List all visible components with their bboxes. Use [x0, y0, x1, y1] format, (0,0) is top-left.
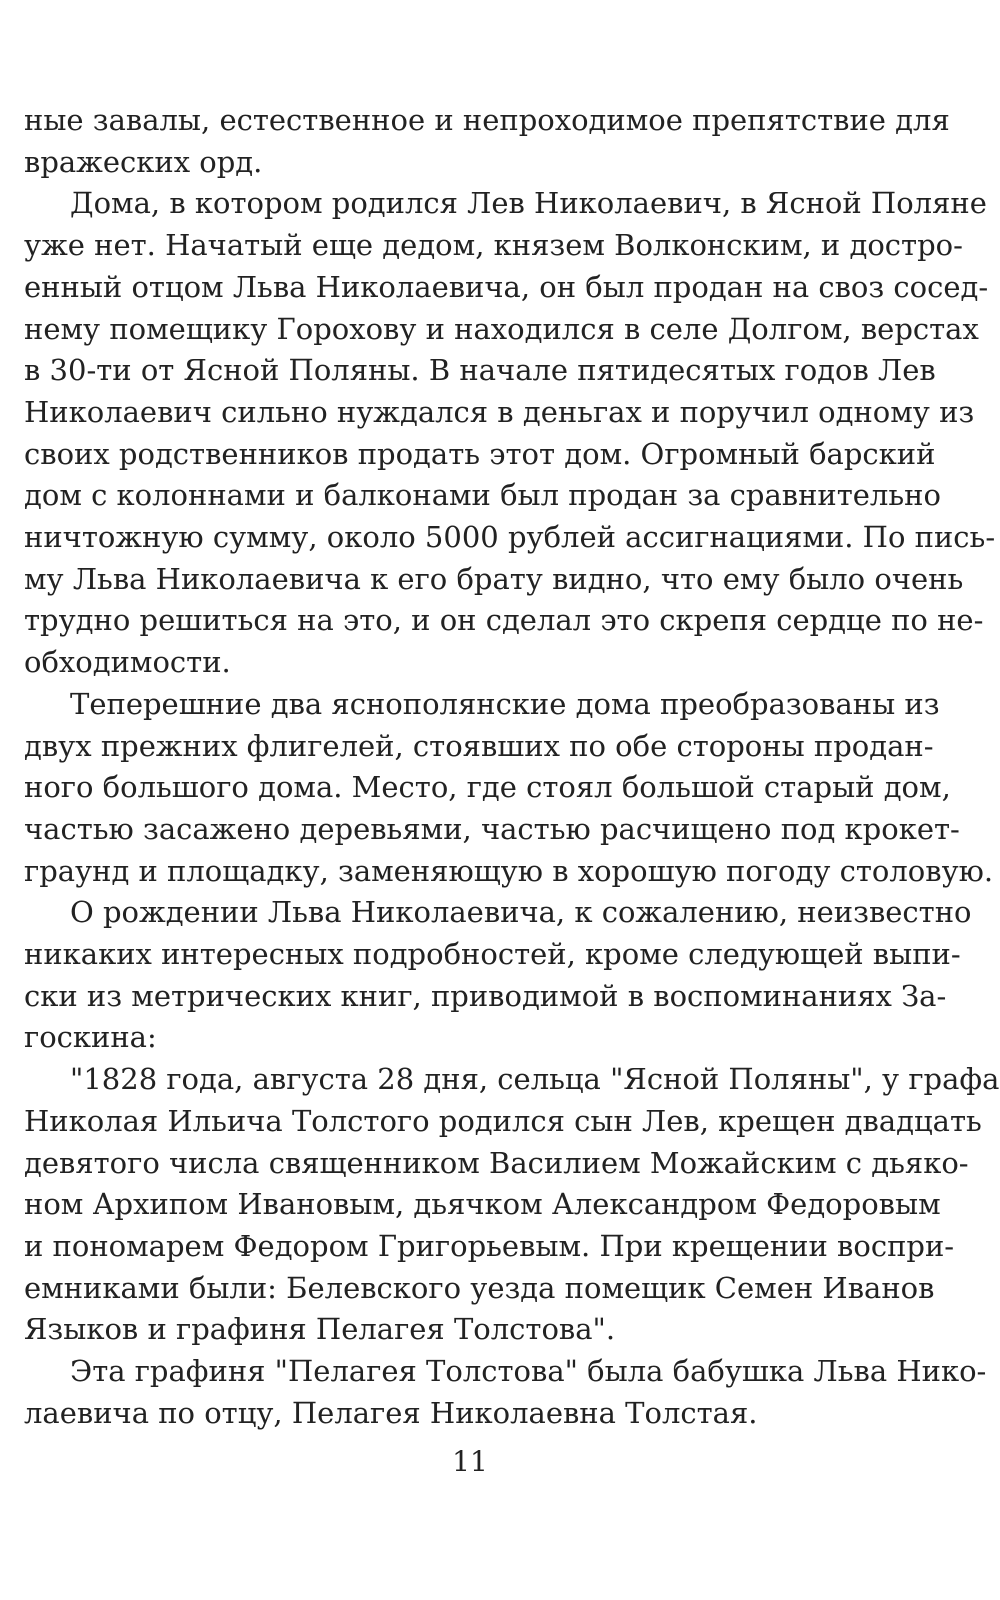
text-line: и пономарем Федором Григорьевым. При крещении воспри- [24, 1228, 955, 1263]
text-line: уже нет. Начатый еще дедом, князем Волконским, и достро- [24, 228, 963, 263]
text-line: ном Архипом Ивановым, дьячком Александром Федоровым [24, 1187, 941, 1222]
text-line: О рождении Льва Николаевича, к сожалению, неизвестно [70, 895, 972, 930]
text-line: Николая Ильича Толстого родился сын Лев, крещен двадцать [24, 1103, 982, 1138]
paragraph [24, 684, 994, 893]
text-line: нему помещику Горохову и находился в селе Долгом, верстах [24, 311, 979, 346]
text-line: ничтожную сумму, около 5000 рублей ассигнациями. По пись- [24, 520, 996, 555]
text-line: му Льва Николаевича к его брату видно, что ему было очень [24, 561, 964, 596]
text-line: Дома, в котором родился Лев Николаевич, в Ясной Поляне [70, 186, 987, 221]
text-line: госкина: [24, 1020, 157, 1055]
text-line: ные завалы, естественное и непроходимое препятствие для [24, 103, 950, 137]
text-line: никаких интересных подробностей, кроме следующей выпи- [24, 937, 961, 972]
page-text [24, 100, 1000, 1435]
text-line: емниками были: Белевского уезда помещик Семен Иванов [24, 1270, 935, 1305]
text-line: Николаевич сильно нуждался в деньгах и поручил одному из [24, 394, 975, 429]
text-line: Теперешние два яснополянские дома преобразованы из [70, 686, 940, 721]
page-number: 11 [452, 1445, 488, 1478]
text-line: своих родственников продать этот дом. Огромный барский [24, 436, 936, 471]
text-line: ного большого дома. Место, где стоял большой старый дом, [24, 770, 951, 805]
paragraph [24, 100, 950, 183]
text-line: Эта графиня "Пелагея Толстова" была бабушка Льва Нико- [70, 1354, 987, 1389]
text-line: граунд и площадку, заменяющую в хорошую погоду столовую. [24, 853, 994, 888]
text-line: вражеских орд. [24, 144, 263, 179]
text-line: частью засажено деревьями, частью расчищено под крокет- [24, 811, 960, 846]
text-line: Языков и графиня Пелагея Толстова". [24, 1312, 616, 1347]
text-line: дом с колоннами и балконами был продан за сравнительно [24, 478, 941, 513]
text-line: "1828 года, августа 28 дня, сельца "Ясной Поляны", у графа [70, 1062, 1000, 1097]
paragraph [24, 892, 972, 1059]
text-line: в 30-ти от Ясной Поляны. В начале пятидесятых годов Лев [24, 353, 936, 388]
text-line: лаевича по отцу, Пелагея Николаевна Толстая. [24, 1395, 758, 1430]
text-line: трудно решиться на это, и он сделал это скрепя сердце по не- [24, 603, 984, 638]
text-line: обходимости. [24, 645, 231, 680]
paragraph [24, 1351, 987, 1434]
text-line: девятого числа священником Василием Можайским с дьяко- [24, 1145, 969, 1180]
text-line: двух прежних флигелей, стоявших по обе стороны продан- [24, 728, 934, 763]
text-line: енный отцом Льва Николаевича, он был продан на своз сосед- [24, 269, 989, 304]
paragraph [24, 183, 996, 683]
text-line: ски из метрических книг, приводимой в воспоминаниях За- [24, 978, 947, 1013]
quote-paragraph [24, 1059, 1000, 1351]
